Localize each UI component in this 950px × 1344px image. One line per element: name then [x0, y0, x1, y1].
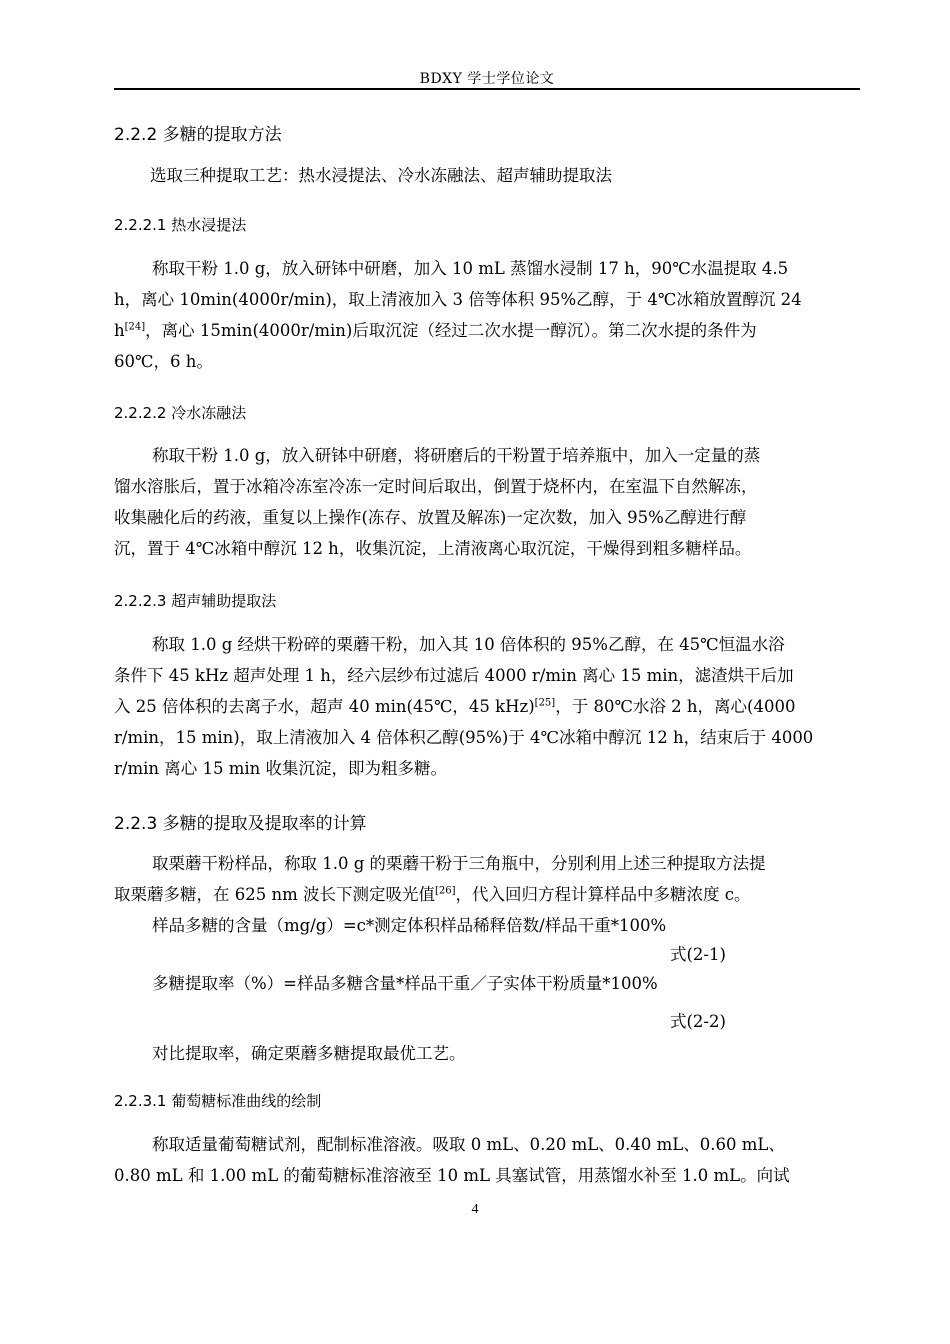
paragraph-intro: 选取三种提取工艺：热水浸提法、冷水冻融法、超声辅助提取法	[150, 166, 612, 185]
text-line: r/min 离心 15 min 收集沉淀，即为粗多糖。	[114, 759, 448, 778]
paragraph-hot-water	[114, 255, 860, 379]
text-line	[114, 881, 751, 905]
section-heading-2-2-2-1: 2.2.2.1 热水浸提法	[114, 216, 247, 234]
text-line: r/min，15 min)，取上清液加入 4 倍体积乙醇(95%)于 4℃冰箱中醇沉 12 h，结束后于 4000	[114, 728, 814, 747]
text-line	[114, 317, 860, 348]
text-line: 收集融化后的药液，重复以上操作(冻存、放置及解冻)一定次数，加入 95%乙醇进行醇	[114, 508, 747, 527]
section-heading-2-2-2: 2.2.2 多糖的提取方法	[114, 125, 282, 145]
citation: [26]	[435, 885, 456, 897]
citation: [25]	[534, 697, 556, 709]
text-line: 沉，置于 4℃冰箱中醇沉 12 h，收集沉淀，上清液离心取沉淀，干燥得到粗多糖样品。	[114, 539, 752, 558]
text-line: 条件下 45 kHz 超声处理 1 h，经六层纱布过滤后 4000 r/min 离心 15 min，滤渣烘干后加	[114, 666, 794, 685]
section-heading-2-2-2-3: 2.2.2.3 超声辅助提取法	[114, 592, 277, 610]
paragraph-freeze-thaw	[114, 442, 860, 566]
section-heading-2-2-3: 2.2.3 多糖的提取及提取率的计算	[114, 814, 367, 834]
text-fragment: 取栗蘑多糖，在 625 nm 波长下测定吸光值	[114, 885, 436, 904]
text-line: 馏水溶胀后，置于冰箱冷冻室冷冻一定时间后取出，倒置于烧杯内，在室温下自然解冻，	[114, 477, 758, 496]
page-number: 4	[471, 1202, 479, 1217]
text-line: 0.80 mL 和 1.00 mL 的葡萄糖标准溶液至 10 mL 具塞试管，用蒸馏水补至 1.0 mL。向试	[114, 1166, 790, 1185]
formula-content: 样品多糖的含量（mg/g）=c*测定体积样品稀释倍数/样品干重*100%	[152, 916, 667, 935]
formula-extraction-rate: 多糖提取率（%）=样品多糖含量*样品干重／子实体干粉质量*100%	[152, 974, 658, 993]
running-header: BDXY 学士学位论文	[419, 71, 555, 87]
paragraph-glucose-standard	[114, 1131, 860, 1193]
text-line: h，离心 10min(4000r/min)，取上清液加入 3 倍等体积 95%乙醇，于 4℃冰箱放置醇沉 24	[114, 290, 802, 309]
text-line: 60℃，6 h。	[114, 352, 213, 371]
text-line: 称取 1.0 g 经烘干粉碎的栗蘑干粉，加入其 10 倍体积的 95%乙醇，在 45℃恒温水浴	[152, 635, 785, 654]
paragraph-ultrasonic	[114, 631, 860, 786]
text-fragment: 后取沉淀（经过二次水提一醇沉）。第二次水提的条件为	[352, 321, 757, 340]
text-fragment: h	[114, 321, 125, 340]
text-line: 称取适量葡萄糖试剂，配制标准溶液。吸取 0 mL、0.20 mL、0.40 mL、0.60 mL、	[152, 1135, 785, 1154]
text-line: 取栗蘑干粉样品，称取 1.0 g 的栗蘑干粉于三角瓶中，分别利用上述三种提取方法提	[152, 854, 766, 873]
formula-label: 式(2-2)	[670, 1012, 726, 1031]
text-line	[114, 693, 860, 724]
text-line: 称取干粉 1.0 g，放入研钵中研磨，加入 10 mL 蒸馏水浸制 17 h，90℃水温提取 4.5	[152, 259, 789, 278]
text-fragment: ，于 80℃水浴 2 h，离心(4000	[555, 697, 796, 716]
text-fragment: ，离心 15min(4000r/min)	[145, 321, 353, 340]
text-line: 称取干粉 1.0 g，放入研钵中研磨，将研磨后的干粉置于培养瓶中，加入一定量的蒸	[152, 446, 761, 465]
header-rule	[114, 88, 860, 90]
text-fragment: ，代入回归方程计算样品中多糖浓度 c。	[455, 885, 751, 904]
text-fragment: 入 25 倍体积的去离子水，超声 40 min(45℃，45 kHz)	[114, 697, 535, 716]
text-line: 对比提取率，确定栗蘑多糖提取最优工艺。	[152, 1044, 466, 1063]
formula-label: 式(2-1)	[670, 945, 726, 964]
citation: [24]	[124, 321, 146, 333]
section-heading-2-2-2-2: 2.2.2.2 冷水冻融法	[114, 404, 247, 422]
section-heading-2-2-3-1: 2.2.3.1 葡萄糖标准曲线的绘制	[114, 1092, 322, 1110]
